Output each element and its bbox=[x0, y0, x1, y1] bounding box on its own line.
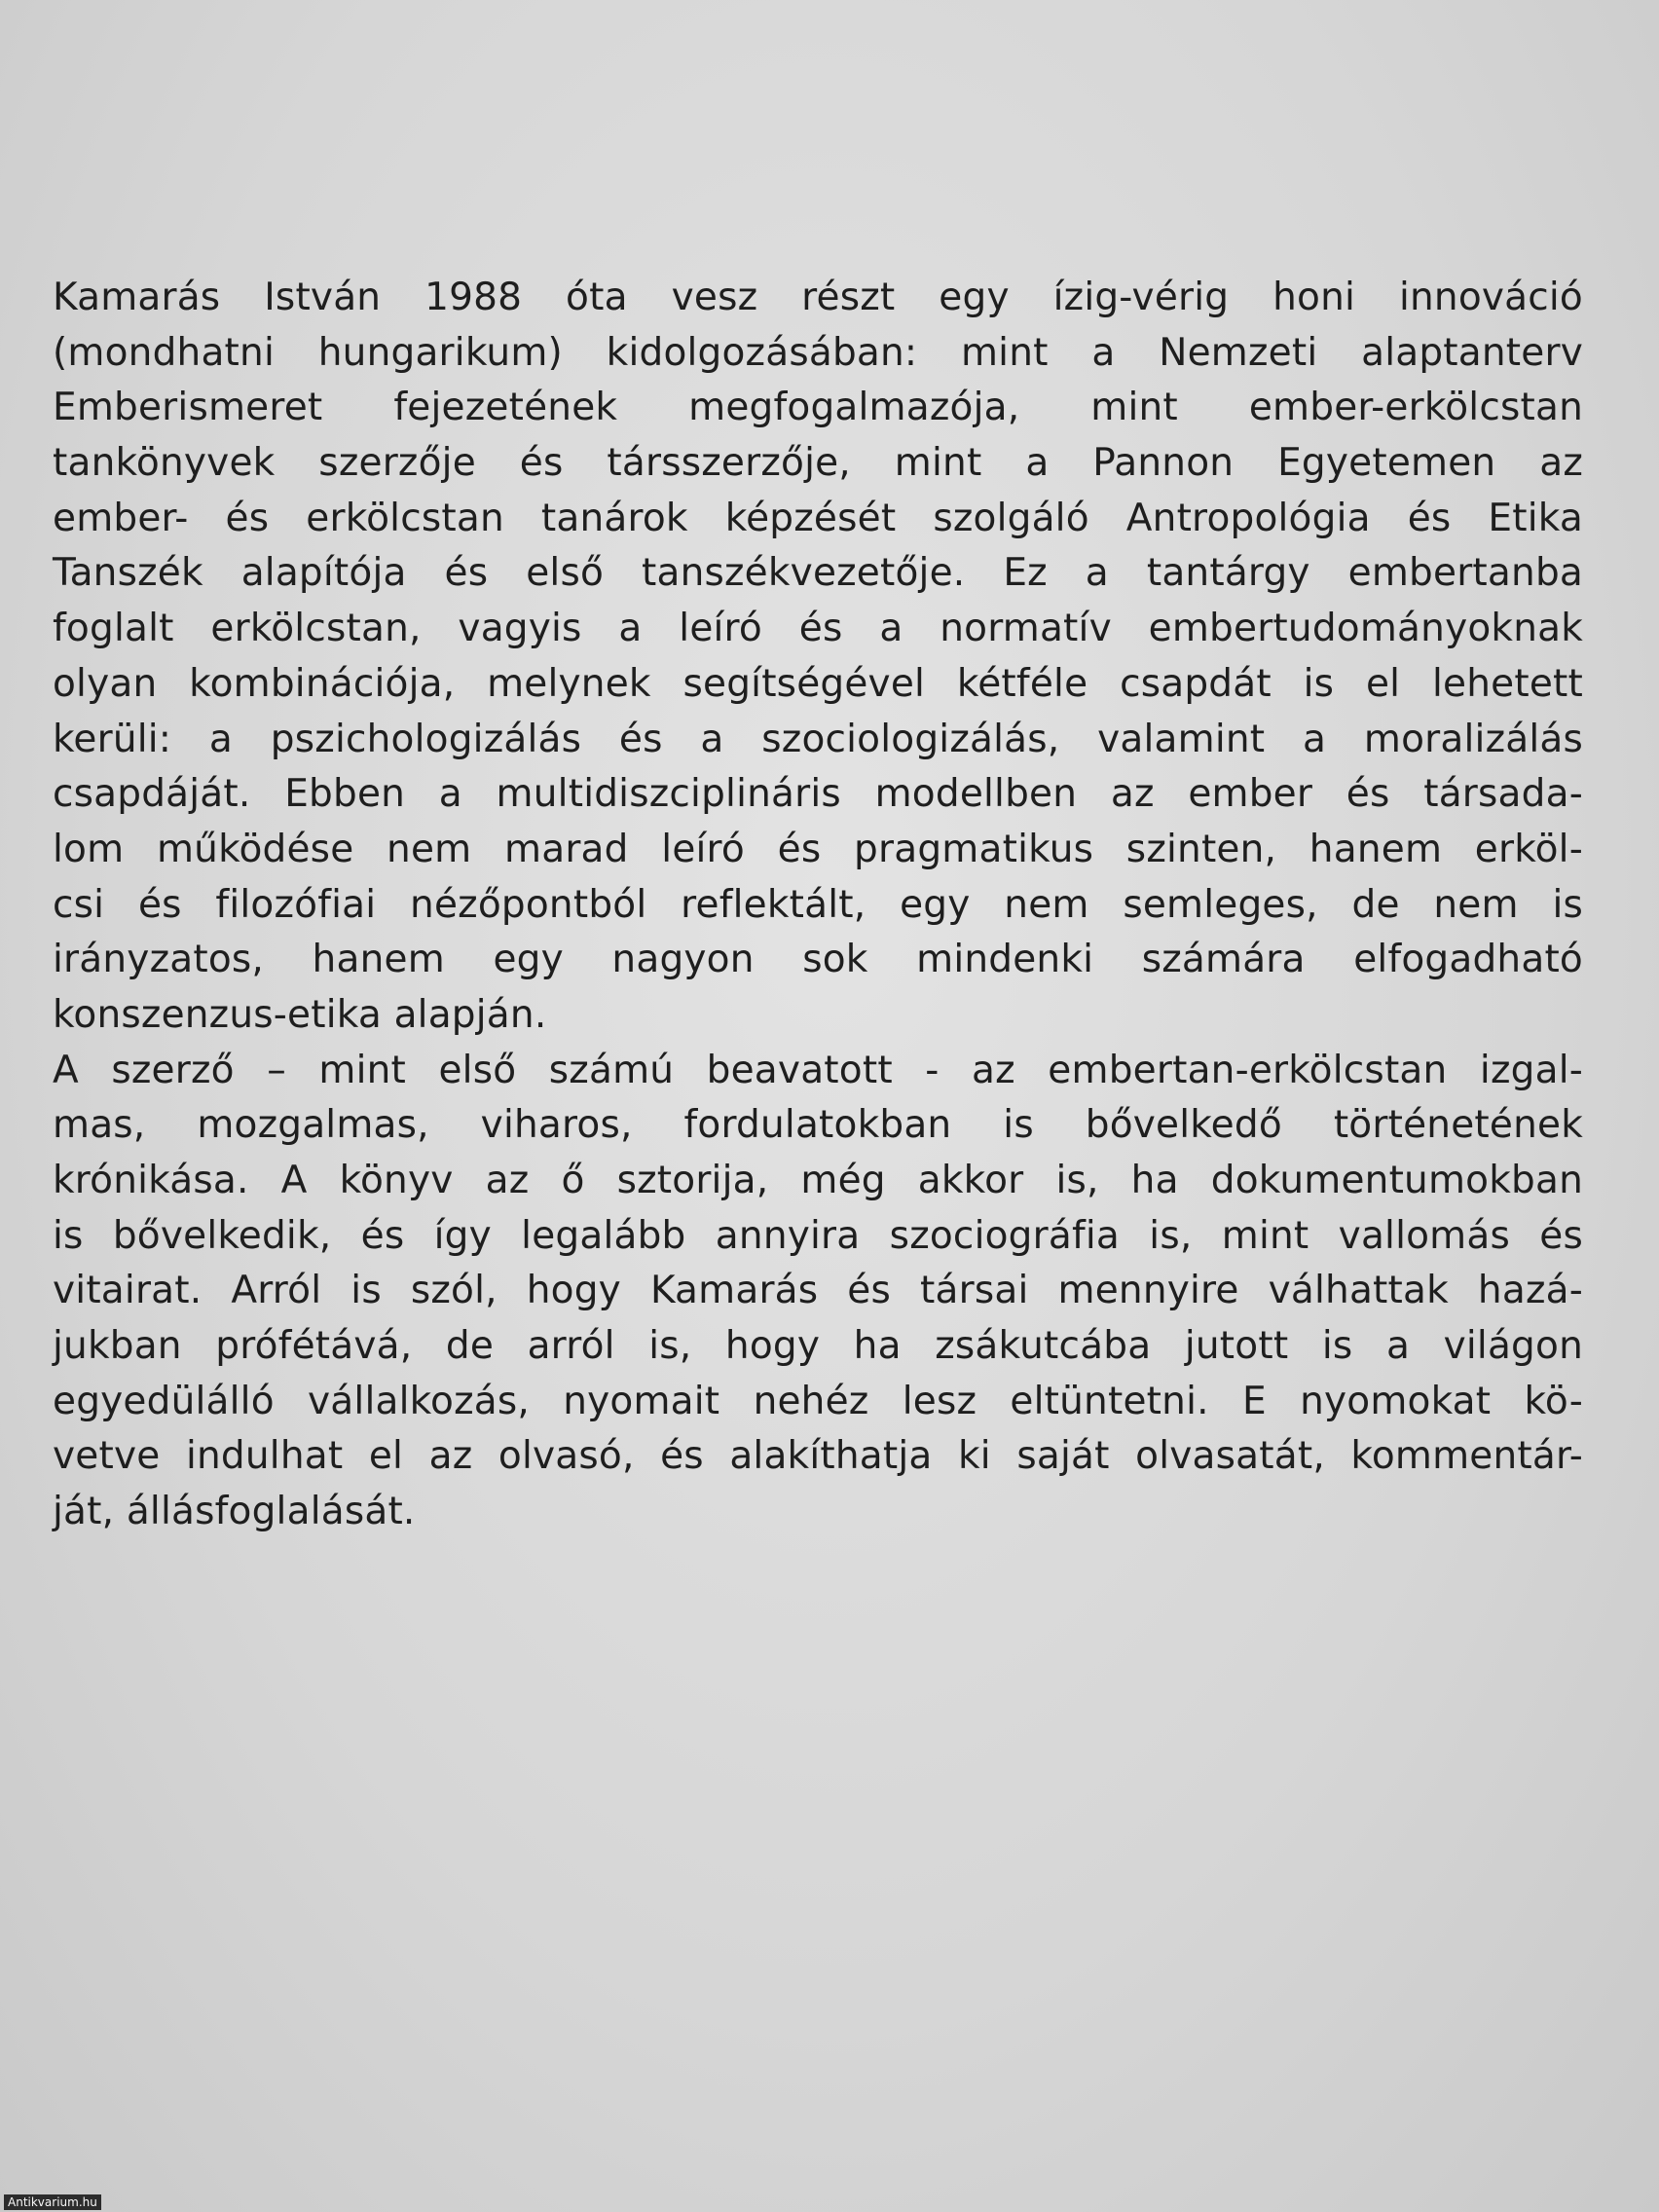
text-line: is bővelkedik, és így legalább annyira szociográfia is, mint vallomás és bbox=[53, 1213, 1583, 1258]
text-line: (mondhatni hungarikum) kidolgozásában: mint a Nemzeti alaptanterv bbox=[53, 330, 1583, 375]
text-line: Emberismeret fejezetének megfogalmazója, mint ember-erkölcstan bbox=[53, 386, 1583, 430]
paragraph-2 bbox=[53, 1044, 1583, 1540]
text-line: konszenzus-etika alapján. bbox=[53, 992, 547, 1037]
text-line: A szerző – mint első számú beavatott - az embertan-erkölcstan izgal- bbox=[53, 1048, 1583, 1092]
text-line: irányzatos, hanem egy nagyon sok mindenki számára elfogadható bbox=[53, 938, 1583, 982]
text-line: lom működése nem marad leíró és pragmatikus szinten, hanem erköl- bbox=[53, 827, 1583, 871]
text-line: vetve indulhat el az olvasó, és alakíthatja ki saját olvasatát, kommentár- bbox=[53, 1434, 1583, 1479]
text-line: csi és filozófiai nézőpontból reflektált, egy nem semleges, de nem is bbox=[53, 882, 1583, 927]
text-line: jukban prófétává, de arról is, hogy ha zsákutcába jutott is a világon bbox=[53, 1324, 1583, 1369]
text-line: foglalt erkölcstan, vagyis a leíró és a normatív embertudományoknak bbox=[53, 607, 1583, 651]
watermark: Antikvarium.hu bbox=[4, 2194, 101, 2210]
text-line: vitairat. Arról is szól, hogy Kamarás és társai mennyire válhattak hazá- bbox=[53, 1269, 1583, 1313]
text-line: mas, mozgalmas, viharos, fordulatokban is bővelkedő történetének bbox=[53, 1103, 1583, 1148]
text-line: kerüli: a pszichologizálás és a szociologizálás, valamint a moralizálás bbox=[53, 717, 1583, 761]
paragraph-1 bbox=[53, 271, 1583, 1044]
text-line: ját, állásfoglalását. bbox=[53, 1490, 416, 1534]
text-line: olyan kombinációja, melynek segítségével kétféle csapdát is el lehetett bbox=[53, 661, 1583, 706]
text-line: krónikása. A könyv az ő sztorija, még akkor is, ha dokumentumokban bbox=[53, 1159, 1583, 1202]
text-line: Tanszék alapítója és első tanszékvezetője. Ez a tantárgy embertanba bbox=[53, 551, 1583, 596]
text-line: tankönyvek szerzője és társszerzője, mint a Pannon Egyetemen az bbox=[53, 441, 1583, 486]
text-line: egyedülálló vállalkozás, nyomait nehéz lesz eltüntetni. E nyomokat kö- bbox=[53, 1379, 1583, 1423]
blurb-text bbox=[53, 271, 1583, 1540]
text-line: csapdáját. Ebben a multidiszciplináris modellben az ember és társada- bbox=[53, 772, 1583, 817]
text-line: ember- és erkölcstan tanárok képzését szolgáló Antropológia és Etika bbox=[53, 496, 1583, 540]
text-line: Kamarás István 1988 óta vesz részt egy ízig-vérig honi innováció bbox=[53, 276, 1583, 319]
